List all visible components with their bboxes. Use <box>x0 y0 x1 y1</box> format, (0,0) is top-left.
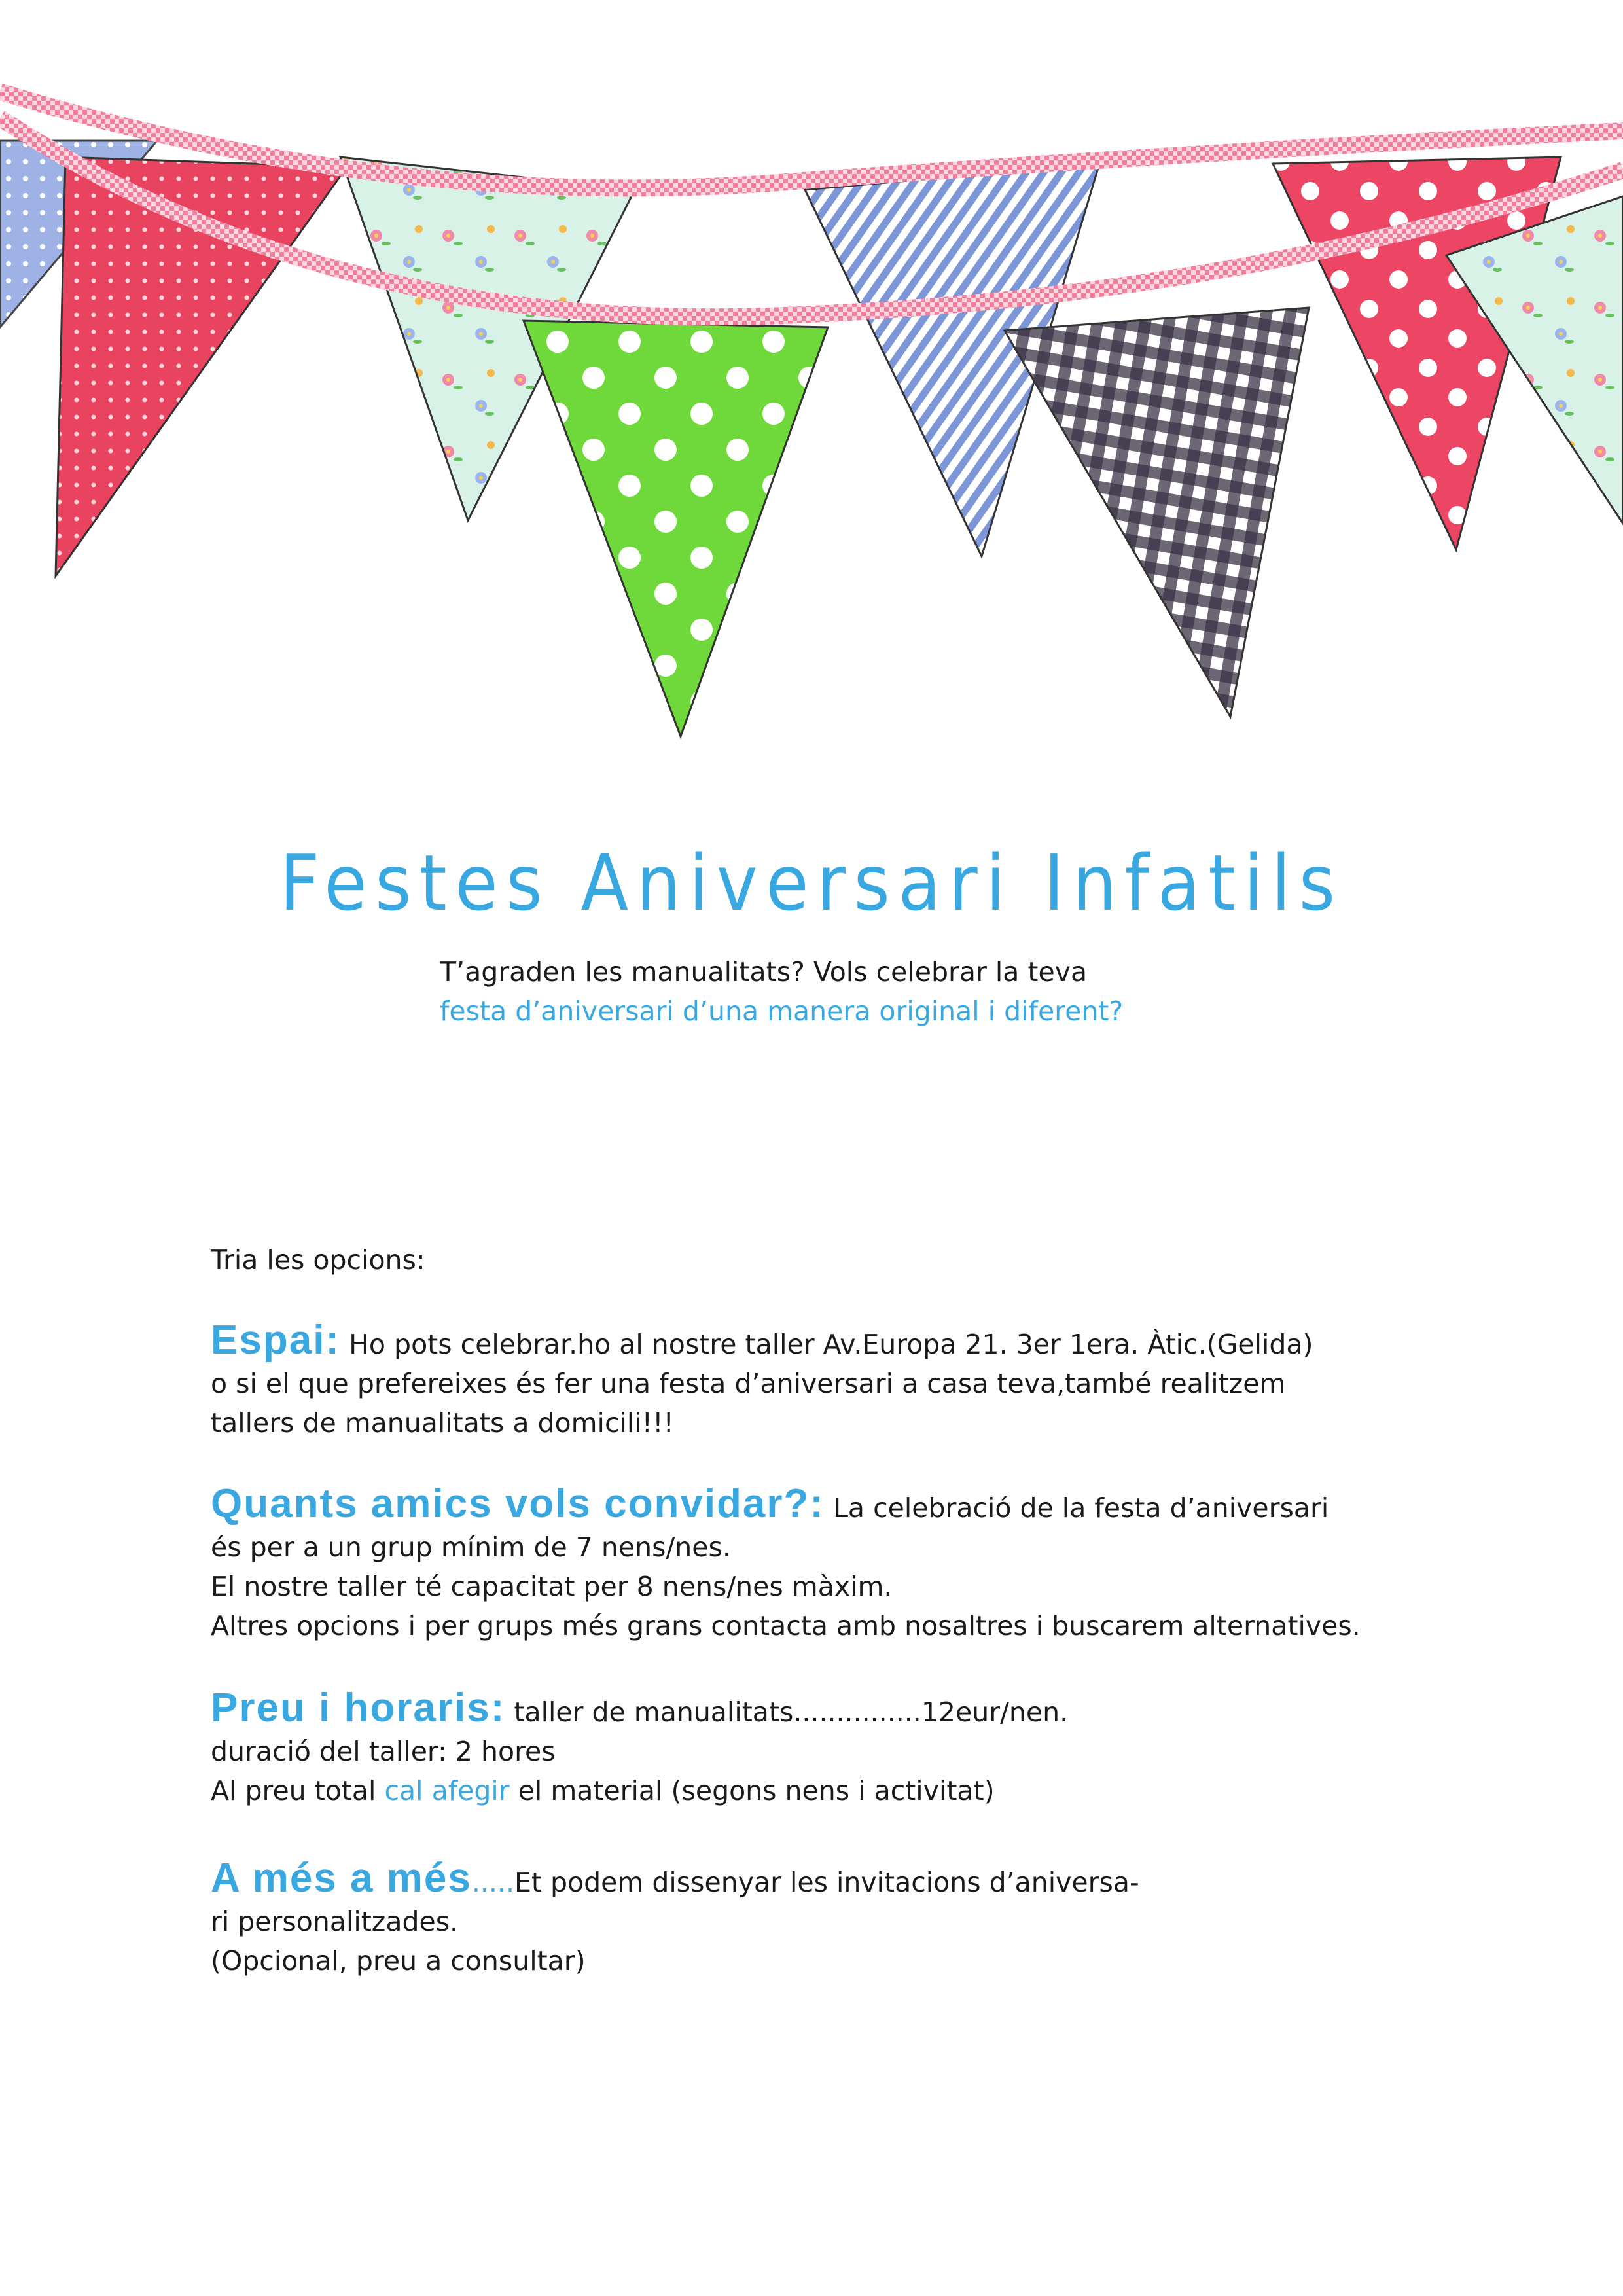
section-preu <box>211 1685 1069 1810</box>
amics-line-4: Altres opcions i per grups més grans contacta amb nosaltres i buscarem alternatives. <box>211 1610 1361 1641</box>
amics-line-3: El nostre taller té capacitat per 8 nens/nes màxim. <box>211 1571 893 1602</box>
section-mes <box>211 1856 1139 1981</box>
amics-heading: Quants amics vols convidar?: <box>211 1481 825 1526</box>
mes-line-1: Et podem dissenyar les invitacions d’aniversa- <box>514 1867 1139 1898</box>
section-espai <box>211 1318 1313 1443</box>
mes-dots: ..... <box>471 1867 514 1898</box>
amics-line-2: és per a un grup mínim de 7 nens/nes. <box>211 1532 731 1563</box>
section-amics <box>211 1481 1361 1645</box>
mes-line-2: ri personalitzades. <box>211 1906 459 1937</box>
flag-checkered <box>1005 308 1309 717</box>
preu-highlight: cal afegir <box>384 1775 510 1806</box>
preu-heading: Preu i horaris: <box>211 1685 506 1731</box>
espai-line-2: o si el que prefereixes és fer una festa d’aniversari a casa teva,també realitzem <box>211 1368 1286 1399</box>
amics-line-1: La celebració de la festa d’aniversari <box>825 1492 1329 1524</box>
intro-line-2: festa d’aniversari d’una manera original i diferent? <box>440 996 1124 1027</box>
intro-text <box>440 952 1123 1031</box>
options-label: Tria les opcions: <box>211 1244 425 1276</box>
preu-line-2: duració del taller: 2 hores <box>211 1736 556 1767</box>
espai-line-1: Ho pots celebrar.ho al nostre taller Av.Europa 21. 3er 1era. Àtic.(Gelida) <box>340 1329 1313 1360</box>
preu-line-3: Al preu total cal afegir el material (segons nens i activitat) <box>211 1775 995 1806</box>
espai-heading: Espai: <box>211 1318 341 1363</box>
preu-line-1: taller de manualitats...............12eur/nen. <box>505 1696 1069 1728</box>
flag-green-dots <box>524 321 828 736</box>
intro-line-1: T’agraden les manualitats? Vols celebrar la teva <box>440 956 1088 988</box>
page-title: Festes Aniversari Infatils <box>279 838 1344 928</box>
mes-heading: A més a més <box>211 1856 472 1901</box>
espai-line-3: tallers de manualitats a domicili!!! <box>211 1407 674 1439</box>
mes-line-3: (Opcional, preu a consultar) <box>211 1945 586 1977</box>
bunting-illustration <box>0 0 1623 759</box>
